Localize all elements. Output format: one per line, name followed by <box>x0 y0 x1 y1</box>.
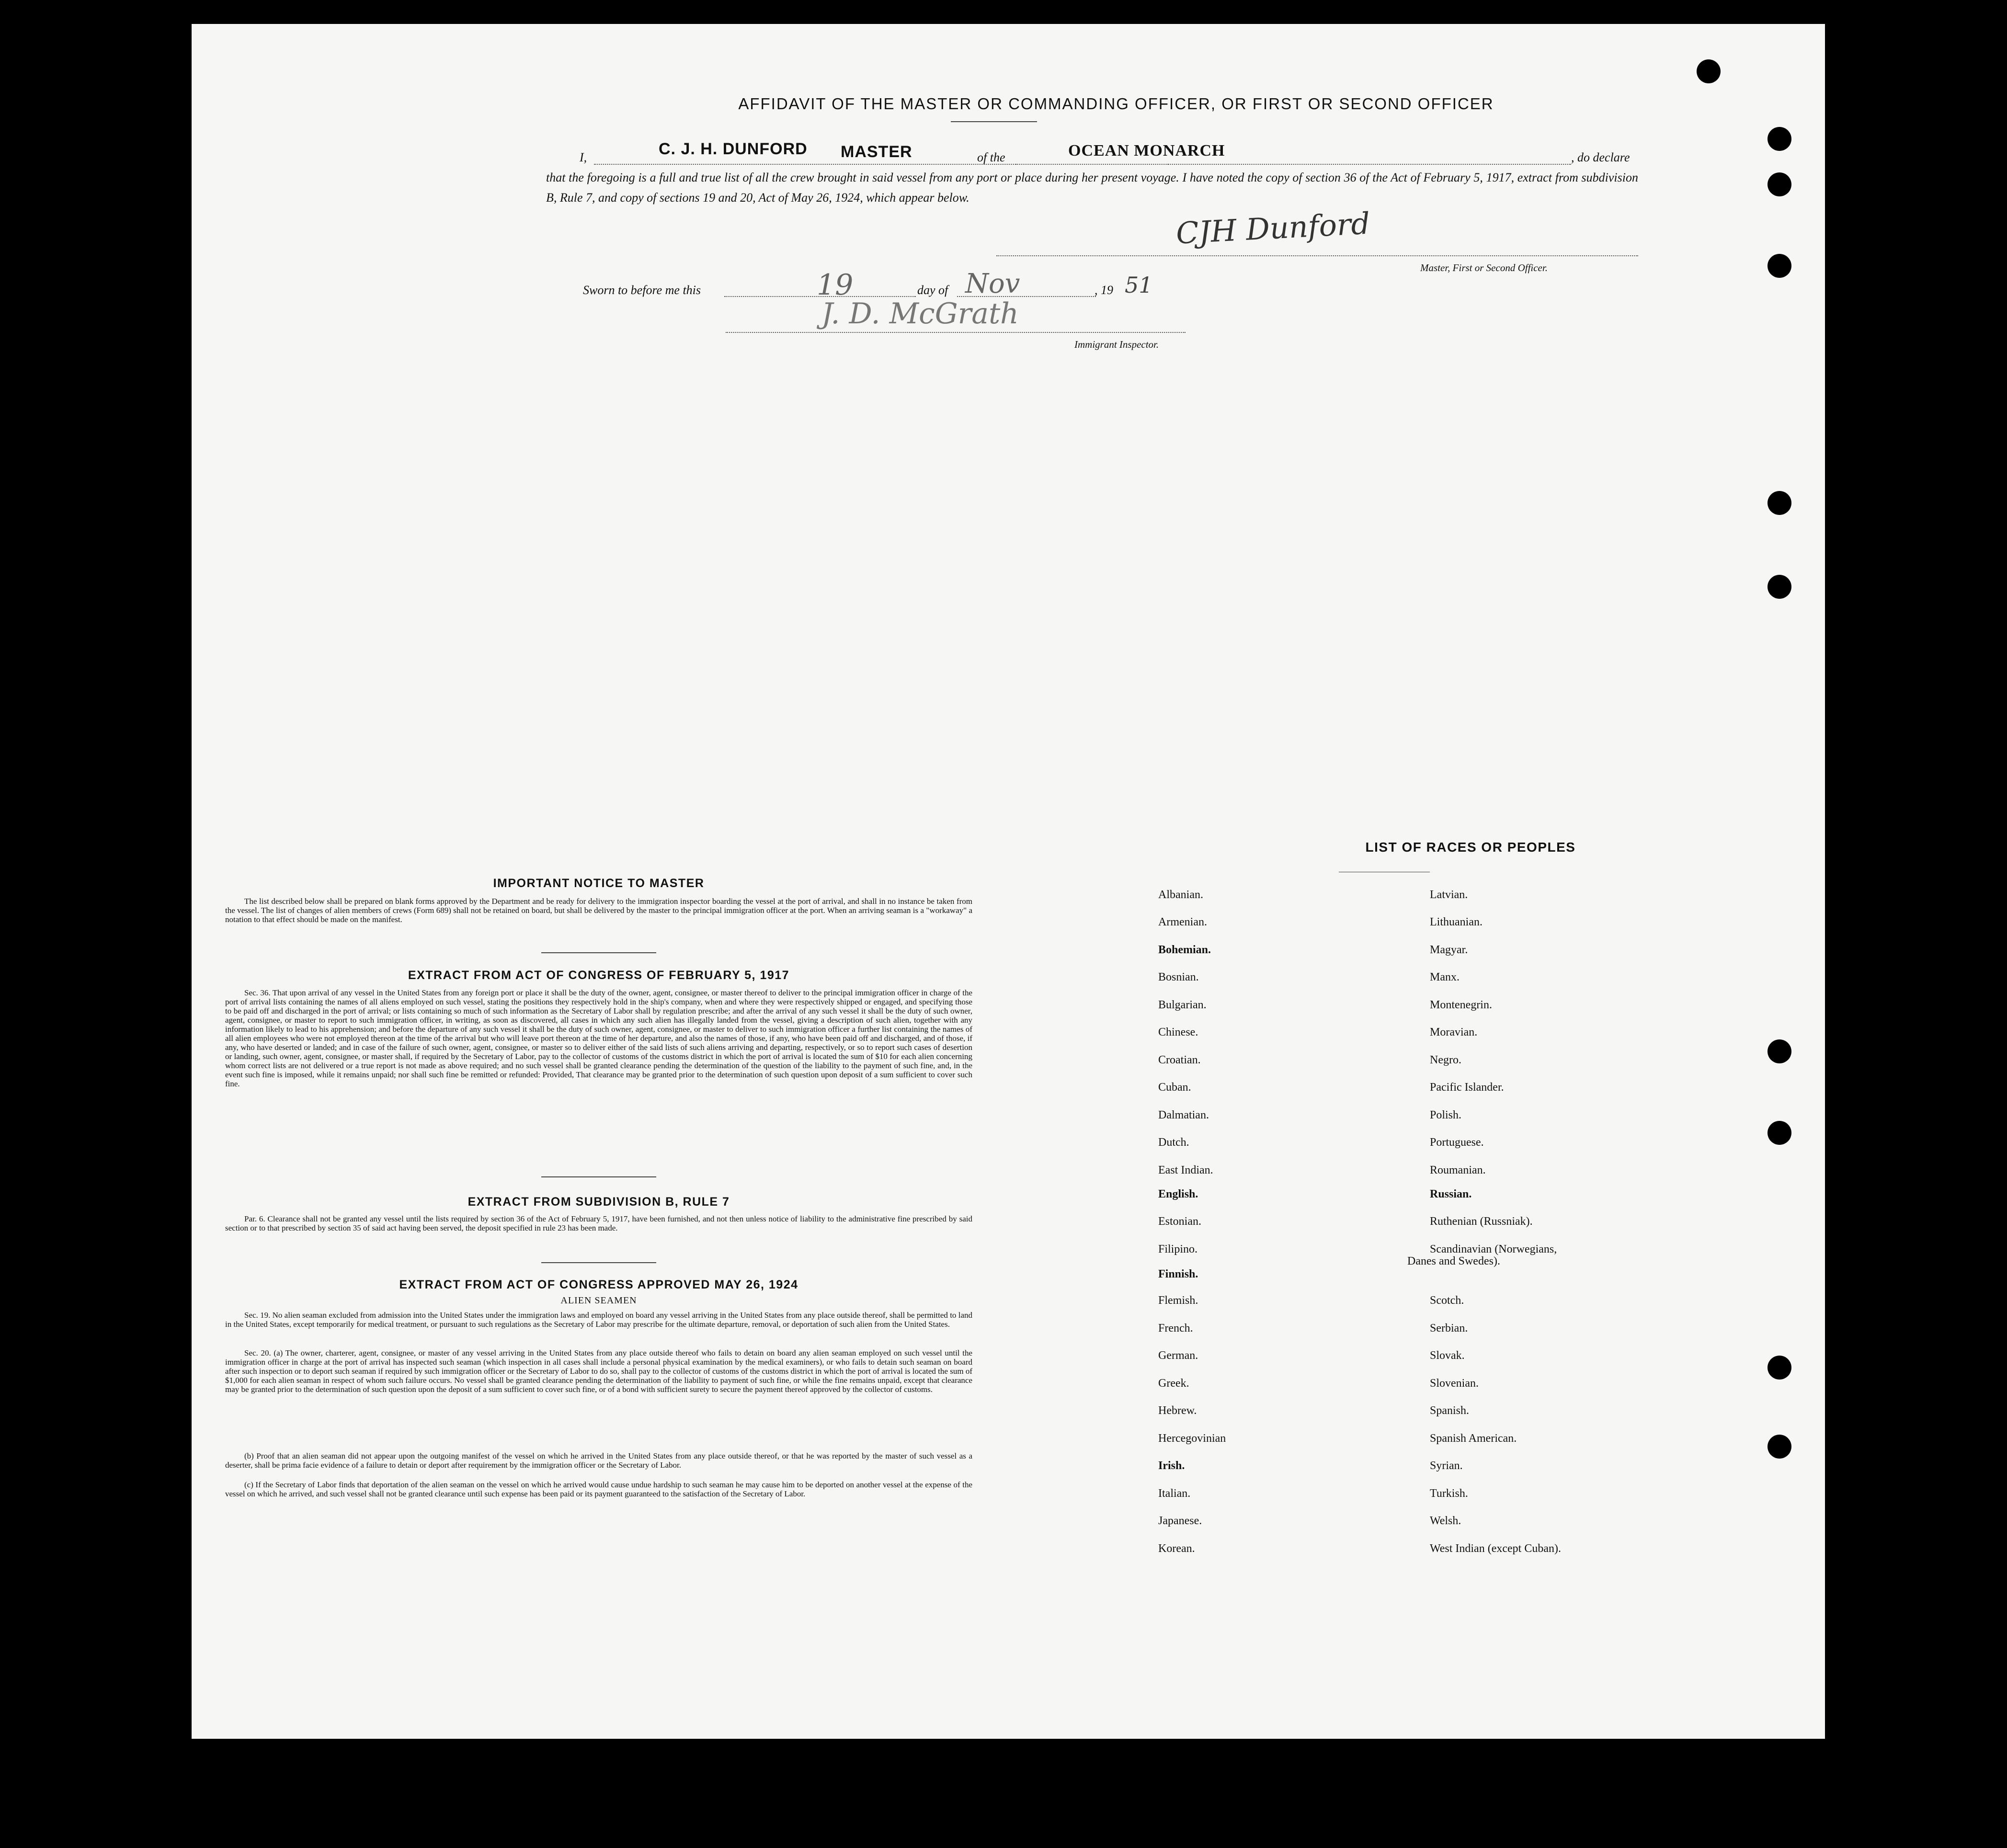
race-item: Greek. <box>1158 1377 1189 1390</box>
race-item: Negro. <box>1430 1054 1461 1066</box>
race-item: Flemish. <box>1158 1294 1198 1307</box>
subdivision-b-text: Par. 6. Clearance shall not be granted any vessel until the lists required by section 36 of the Act of February 5, 1917, have been furnished, and not then unless notice of liability to the administrative fine prescribed by said section or to that prescribed by section 35 of said act having been served, the deposit specified in rule 23 has been made. <box>225 1214 972 1232</box>
race-item: Moravian. <box>1430 1026 1478 1038</box>
extract-1924-sec20b: (b) Proof that an alien seaman did not appear upon the outgoing manifest of the vessel on which he arrived in the United States from any place outside thereof, or that he was reported by the master of such vessel as a deserter, shall be prima facie evidence of a failure to detain or deport after requirement by the immigration officer or the Secretary of Labor. <box>225 1451 972 1470</box>
of-the-label: of the <box>977 150 1005 164</box>
day-of-label: day of <box>917 283 948 297</box>
notice-divider <box>541 952 656 953</box>
race-item: Latvian. <box>1430 889 1468 901</box>
sworn-label: Sworn to before me this <box>583 283 701 297</box>
punch-hole <box>1768 491 1791 515</box>
punch-hole <box>1768 1435 1791 1459</box>
race-item: Montenegrin. <box>1430 999 1492 1011</box>
races-title: LIST OF RACES OR PEOPLES <box>1365 840 1576 855</box>
extract-1924-title: EXTRACT FROM ACT OF CONGRESS APPROVED MAY 26, 1924 <box>399 1278 798 1291</box>
inspector-signature: J. D. McGrath <box>821 297 1019 331</box>
race-item: Portuguese. <box>1430 1136 1484 1149</box>
race-item: Serbian. <box>1430 1322 1468 1335</box>
race-item: Bosnian. <box>1158 971 1199 983</box>
race-item: Syrian. <box>1430 1460 1463 1472</box>
race-item: Hebrew. <box>1158 1404 1197 1417</box>
master-signature: CJH Dunford <box>1175 205 1371 251</box>
race-item: West Indian (except Cuban). <box>1430 1542 1561 1555</box>
inspector-line <box>726 332 1186 333</box>
extract-1924-sec19: Sec. 19. No alien seaman excluded from admission into the United States under the immigration laws and employed on board any vessel arriving in the United States from any place outside thereof, shall be permitted to land in the United States, except temporarily for medical treatment, or pursuant to such regulations as the Secretary of Labor may prescribe for the ultimate departure, removal, or deportation of such alien from the United States. <box>225 1311 972 1329</box>
vessel-name-field: OCEAN MONARCH <box>1068 142 1225 160</box>
punch-hole <box>1768 1121 1791 1145</box>
race-item: Turkish. <box>1430 1487 1468 1500</box>
master-name-field: C. J. H. DUNFORD <box>659 140 808 158</box>
race-item: Roumanian. <box>1430 1164 1486 1176</box>
extract-1917-text: Sec. 36. That upon arrival of any vessel in the United States from any foreign port or place it shall be the duty of the owner, agent, consignee, or master thereof to deliver to the principal immigration officer in charge of the port of arrival lists containing the names of all aliens employed on such vessel, stating the positions they respectively hold in the ship's company, when and where they were respectively shipped or engaged, and specifying those to be paid off and discharged in the port of arrival; or lists containing so much of such information as the Secretary of Labor shall by regulation prescribe; and after the arrival of any such vessel it shall be the duty of such owner, agent, consignee, or master to report to such immigration officer, in writing, as soon as discovered, all cases in which any such alien has illegally landed from the vessel, giving a description of such alien, together with any information likely to lead to his apprehension; and before the departure of any such vessel it shall be the duty of such owner, agent, consignee, or master to deliver to such immigration officer a further list containing the names of all alien employees who were not employed thereon at the time of the arrival but who will leave port thereon at the time of her departure, and also the names of those, if any, who have been paid off and discharged, and of those, if any, who have deserted or landed; and in case of the failure of such owner, agent, consignee, or master so to deliver either of the said lists of such aliens arriving and departing, respectively, or so to report such cases of desertion or landing, such owner, agent, consignee, or master shall, if required by the Secretary of Labor, pay to the collector of customs of the customs district in which the port of arrival is located the sum of $10 for each alien concerning whom correct lists are not delivered or a true report is not made as above required; and no such vessel shall be granted clearance pending the determination of the question of the liability to the payment of such fine, and, in the event such fine is imposed, while it remains unpaid; nor shall such fine be remitted or refunded: Provided, That clearance may be granted prior to the determination of such question upon deposit of a sum sufficient to cover such fine. <box>225 988 972 1088</box>
title-divider <box>951 121 1037 122</box>
race-item: Cuban. <box>1158 1081 1191 1094</box>
subdivision-b-divider <box>541 1262 656 1263</box>
race-item: Manx. <box>1430 971 1460 983</box>
race-item: Slovak. <box>1430 1349 1465 1362</box>
signature-caption: Master, First or Second Officer. <box>1420 262 1548 274</box>
sworn-month: Nov <box>965 268 1020 299</box>
extract-1924-subtitle: ALIEN SEAMEN <box>560 1295 637 1306</box>
race-item: Scotch. <box>1430 1294 1464 1307</box>
race-item: Polish. <box>1430 1109 1462 1121</box>
punch-hole <box>1768 575 1791 599</box>
vessel-line <box>1015 164 1571 165</box>
race-item: Magyar. <box>1430 944 1468 956</box>
race-item: Hercegovinian <box>1158 1432 1226 1445</box>
rank-field: MASTER <box>841 143 912 161</box>
race-item: Dutch. <box>1158 1136 1189 1149</box>
race-item: Finnish. <box>1158 1268 1198 1280</box>
race-item: Russian. <box>1430 1188 1472 1200</box>
year-suffix: 51 <box>1125 272 1153 298</box>
race-item: Estonian. <box>1158 1215 1201 1228</box>
i-label: I, <box>580 150 587 164</box>
race-item: English. <box>1158 1188 1198 1200</box>
race-item: Pacific Islander. <box>1430 1081 1504 1094</box>
race-item: Albanian. <box>1158 889 1203 901</box>
punch-hole <box>1768 1356 1791 1380</box>
extract-1917-title: EXTRACT FROM ACT OF CONGRESS OF FEBRUARY 5, 1917 <box>408 969 790 982</box>
punch-hole <box>1768 172 1791 196</box>
document-page <box>192 24 1825 1739</box>
extract-1924-sec20a: Sec. 20. (a) The owner, charterer, agent, consignee, or master of any vessel arriving in the United States from any place outside thereof who fails to detain on board any alien seaman employed on such vessel until the immigration officer in charge at the port of arrival has inspected such seaman (which inspection in all cases shall include a personal physical examination by the medical examiners), or who fails to detain such seaman on board after such inspection or to deport such seaman if required by such immigration officer or the Secretary of Labor to do so, shall pay to the collector of customs of the customs district in which the port of arrival is located the sum of $1,000 for each alien seaman in respect of whom such failure occurs. No vessel shall be granted clearance pending the determination of the liability to payment of such fine, or while the fine remains unpaid, except that clearance may be granted prior to the determination of such question upon the deposit of a sum sufficient to cover such fine, or of a bond with sufficient surety to secure the payment thereof approved by the collector of customs. <box>225 1348 972 1394</box>
inspector-caption: Immigrant Inspector. <box>1074 339 1159 350</box>
race-item: Bohemian. <box>1158 944 1211 956</box>
race-item: German. <box>1158 1349 1198 1362</box>
declaration-text: that the foregoing is a full and true list of all the crew brought in said vessel from any port or place during her present voyage. I have noted the copy of section 36 of the Act of February 5, 1917, extract from subdivision B, Rule 7, and copy of sections 19 and 20, Act of May 26, 1924, which appear below. <box>546 171 1638 205</box>
race-item: Slovenian. <box>1430 1377 1479 1390</box>
affidavit-title: AFFIDAVIT OF THE MASTER OR COMMANDING OFFICER, OR FIRST OR SECOND OFFICER <box>738 95 1494 113</box>
race-item: Spanish. <box>1430 1404 1470 1417</box>
notice-title: IMPORTANT NOTICE TO MASTER <box>493 877 705 890</box>
race-item: Japanese. <box>1158 1515 1202 1527</box>
race-item: Irish. <box>1158 1460 1185 1472</box>
race-item: French. <box>1158 1322 1193 1335</box>
extract-1924-sec20c: (c) If the Secretary of Labor finds that deportation of the alien seaman on the vessel on which he arrived would cause undue hardship to such seaman he may cause him to be deported on another vessel at the expense of the vessel on which he arrived, and such vessel shall not be granted clearance until such expense has been paid or its payment guaranteed to the satisfaction of the Secretary of Labor. <box>225 1480 972 1498</box>
race-item: Ruthenian (Russniak). <box>1430 1215 1533 1228</box>
notice-text: The list described below shall be prepared on blank forms approved by the Department and be ready for delivery to the immigration inspector boarding the vessel at the port of arrival, and shall in no instance be taken from the vessel. The list of changes of alien members of crews (Form 689) shall not be retained on board, but shall be delivered by the master to the principal immigration officer at the port. When an arriving seaman is a "workaway" a notation to that effect should be made on the manifest. <box>225 897 972 924</box>
punch-hole <box>1697 59 1721 83</box>
do-declare-label: , do declare <box>1571 150 1630 164</box>
race-item: Scandinavian (Norwegians, <box>1430 1243 1557 1255</box>
race-item: Korean. <box>1158 1542 1195 1555</box>
punch-hole <box>1768 127 1791 151</box>
race-item: Filipino. <box>1158 1243 1198 1255</box>
race-item: Chinese. <box>1158 1026 1198 1038</box>
race-item: East Indian. <box>1158 1164 1213 1176</box>
subdivision-b-title: EXTRACT FROM SUBDIVISION B, RULE 7 <box>468 1195 730 1209</box>
race-item: Welsh. <box>1430 1515 1461 1527</box>
punch-hole <box>1768 254 1791 278</box>
race-item: Bulgarian. <box>1158 999 1207 1011</box>
punch-hole <box>1768 1039 1791 1063</box>
race-item: Spanish American. <box>1430 1432 1517 1445</box>
race-item: Italian. <box>1158 1487 1191 1500</box>
race-item: Lithuanian. <box>1430 916 1482 928</box>
race-item: Dalmatian. <box>1158 1109 1209 1121</box>
year-prefix: , 19 <box>1095 283 1113 297</box>
sworn-day: 19 <box>817 268 854 302</box>
race-item: Danes and Swedes). <box>1407 1255 1500 1267</box>
race-item: Armenian. <box>1158 916 1207 928</box>
extract-1917-divider <box>541 1176 656 1177</box>
race-item: Croatian. <box>1158 1054 1201 1066</box>
master-signature-line <box>996 255 1638 256</box>
